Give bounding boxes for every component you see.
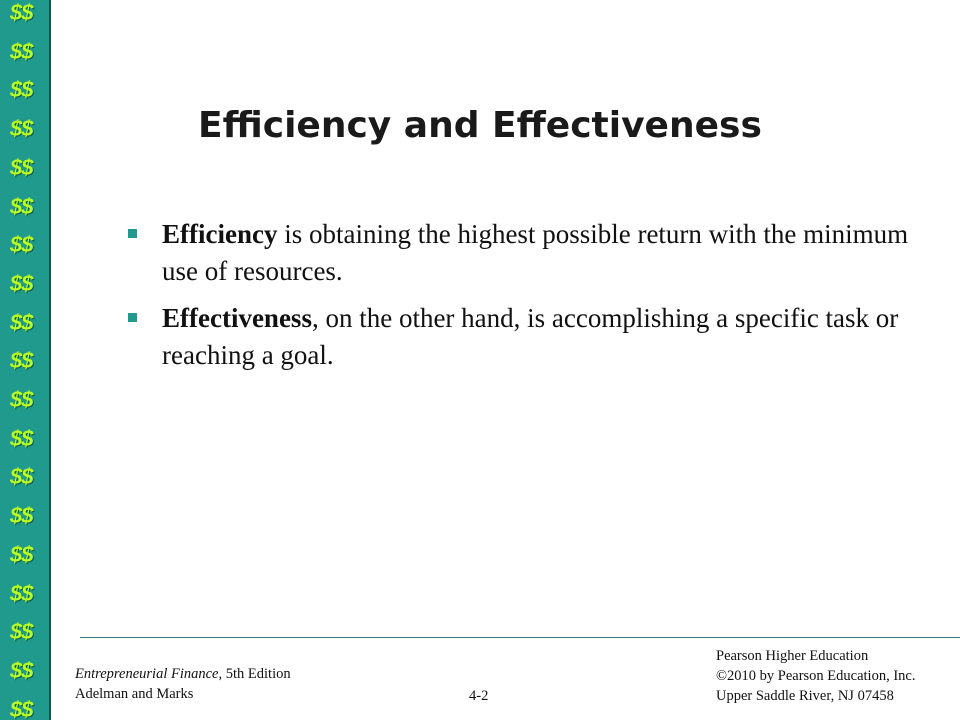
dollar-sign-text: $$: [10, 425, 33, 451]
dollar-sign-text: $$: [10, 309, 33, 335]
dollar-sign-text: $$: [10, 387, 33, 412]
dollar-sign-text: $$: [10, 232, 33, 258]
dollar-sign-text: $$: [10, 464, 33, 490]
dollar-sign-text: $$: [10, 0, 33, 25]
dollar-sign-text: $$: [10, 38, 33, 64]
publisher-copyright: ©2010 by Pearson Education, Inc.: [716, 668, 916, 684]
dollar-sign-text: $$: [10, 619, 33, 645]
square-bullet-icon: [124, 300, 162, 374]
bullet-term: Effectiveness: [162, 303, 312, 333]
square-bullet-icon: [124, 216, 162, 290]
book-title: Entrepreneurial Finance,: [75, 666, 223, 682]
dollar-sign-text: $$: [10, 116, 33, 142]
slide-title: Efficiency and Effectiveness: [198, 105, 762, 146]
book-authors: Adelman and Marks: [75, 686, 194, 702]
bullet-item-effectiveness: [124, 300, 924, 374]
dollar-sign-text: $$: [10, 541, 33, 567]
publisher-address: Upper Saddle River, NJ 07458: [716, 688, 894, 704]
bullet-body: , on the other hand, is accomplishing a specific task or reaching a goal.: [162, 303, 899, 370]
dollar-sign-column: [0, 0, 49, 720]
footer-publisher: [716, 646, 915, 706]
bullet-text: [162, 300, 924, 374]
dollar-sign-text: $$: [10, 696, 33, 722]
sidebar-divider: [49, 0, 51, 720]
bullet-list: [124, 216, 924, 384]
book-edition: 5th Edition: [222, 666, 291, 682]
footer-book-info: [75, 664, 291, 704]
bullet-body: is obtaining the highest possible return with the minimum use of resources.: [162, 219, 909, 286]
page-number: 4-2: [469, 688, 489, 704]
dollar-sign-text: $$: [10, 154, 33, 180]
dollar-sign-text: $$: [10, 657, 33, 683]
dollar-sign-text: $$: [10, 580, 33, 606]
dollar-sign-text: $$: [10, 270, 33, 296]
dollar-sign-text: $$: [10, 77, 33, 103]
publisher-name: Pearson Higher Education: [716, 648, 869, 664]
dollar-sign-text: $$: [10, 193, 33, 219]
bullet-item-efficiency: [124, 216, 924, 290]
dollar-sign-text: $$: [10, 348, 33, 374]
bullet-term: Efficiency: [162, 219, 278, 249]
dollar-sign-text: $$: [10, 503, 33, 529]
footer-divider: [80, 637, 960, 638]
bullet-text: [162, 216, 924, 290]
